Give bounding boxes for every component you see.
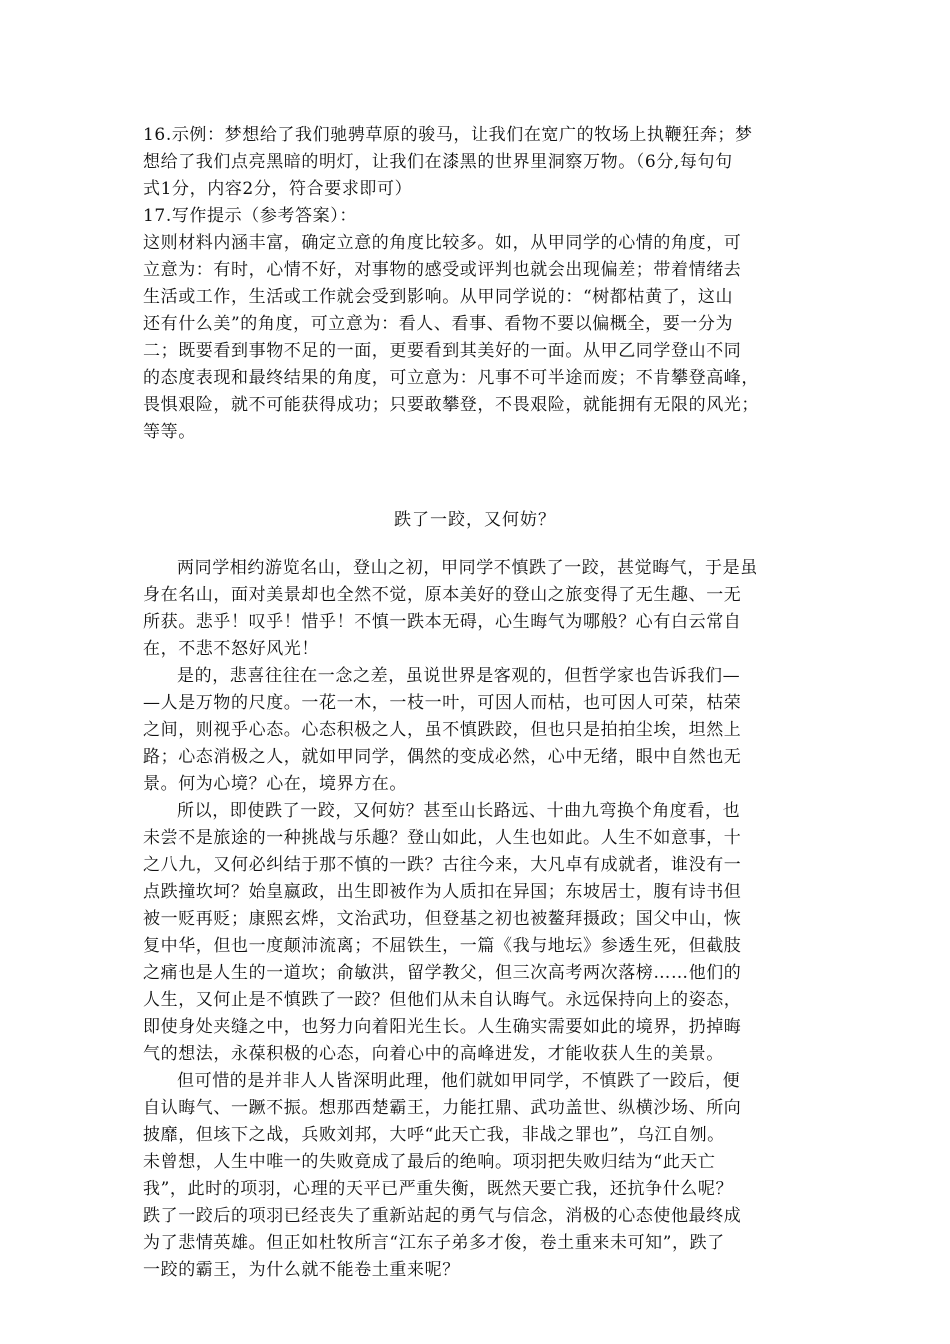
essay-line: 自认晦气、一蹶不振。想那西楚霸王，力能扛鼎、武功盖世、纵横沙场、所向 (143, 1098, 742, 1118)
essay-line: 之间，则视乎心态。心态积极之人，虽不慎跌跤，但也只是拍拍尘埃，坦然上 (143, 720, 742, 740)
essay-paragraph-2 (143, 663, 807, 798)
essay-line: 点跌撞坎坷？始皇嬴政，出生即被作为人质扣在异国；东坡居士，腹有诗书但 (143, 882, 742, 902)
answer-16-line: 16.示例：梦想给了我们驰骋草原的骏马，让我们在宽广的牧场上执鞭狂奔；梦 (143, 125, 753, 145)
essay-line: 气的想法，永葆积极的心态，向着心中的高峰进发，才能收获人生的美景。 (143, 1044, 724, 1064)
answer-16-line: 式1分，内容2分，符合要求即可） (143, 179, 413, 199)
essay-line: —人是万物的尺度。一花一木，一枝一叶，可因人而枯，也可因人可荣，枯荣 (143, 693, 742, 713)
answer-17-heading: 17.写作提示（参考答案）： (143, 206, 357, 226)
answer-17-line: 立意为：有时，心情不好，对事物的感受或评判也就会出现偏差；带着情绪去 (143, 260, 742, 280)
answer-17-line: 生活或工作，生活或工作就会受到影响。从甲同学说的：“树都枯黄了，这山 (143, 287, 734, 307)
essay-line: 为了悲情英雄。但正如杜牧所言“江东子弟多才俊，卷土重来未可知”，跌了 (143, 1233, 725, 1253)
essay-line: 人生，又何止是不慎跌了一跤？但他们从未自认晦气。永远保持向上的姿态， (143, 990, 742, 1010)
essay-line: 但可惜的是并非人人皆深明此理，他们就如甲同学，不慎跌了一跤后，便 (177, 1071, 741, 1091)
essay-paragraph-1 (143, 555, 807, 663)
essay-line: 披靡，但垓下之战，兵败刘邦，大呼“此天亡我，非战之罪也”，乌江自刎。 (143, 1125, 725, 1145)
essay-line: 景。何为心境？心在，境界方在。 (143, 774, 407, 794)
essay-line: 复中华，但也一度颠沛流离；不屈铁生，一篇《我与地坛》参透生死，但截肢 (143, 936, 742, 956)
answer-17-line: 等等。 (143, 422, 196, 442)
essay-line: 两同学相约游览名山，登山之初，甲同学不慎跌了一跤，甚觉晦气，于是虽 (177, 558, 758, 578)
answer-17-block (143, 203, 807, 446)
essay-line: 未曾想，人生中唯一的失败竟成了最后的绝响。项羽把失败归结为“此天亡 (143, 1152, 716, 1172)
answer-17-line: 还有什么美”的角度，可立意为：看人、看事、看物不要以偏概全，要一分为 (143, 314, 734, 334)
essay-line: 之八九，又何必纠结于那不慎的一跌？古往今来，大凡卓有成就者，谁没有一 (143, 855, 742, 875)
answer-17-line: 这则材料内涵丰富，确定立意的角度比较多。如，从甲同学的心情的角度，可 (143, 233, 742, 253)
document-page (143, 122, 807, 1284)
essay-line: 所以，即使跌了一跤，又何妨？甚至山长路远、十曲九弯换个角度看，也 (177, 801, 741, 821)
answer-17-line: 的态度表现和最终结果的角度，可立意为：凡事不可半途而废；不肯攀登高峰， (143, 368, 759, 388)
essay-line: 路；心态消极之人，就如甲同学，偶然的变成必然，心中无绪，眼中自然也无 (143, 747, 742, 767)
essay-line: 即使身处夹缝之中，也努力向着阳光生长。人生确实需要如此的境界，扔掉晦 (143, 1017, 742, 1037)
answer-16-line: 想给了我们点亮黑暗的明灯，让我们在漆黑的世界里洞察万物。（6分,每句句 (143, 152, 733, 172)
answer-17-line: 二；既要看到事物不足的一面，更要看到其美好的一面。从甲乙同学登山不同 (143, 341, 742, 361)
essay-line: 一跤的霸王，为什么就不能卷土重来呢？ (143, 1260, 460, 1280)
essay-line: 身在名山，面对美景却也全然不觉，原本美好的登山之旅变得了无生趣、一无 (143, 585, 742, 605)
essay-line: 我”，此时的项羽，心理的天平已严重失衡，既然天要亡我，还抗争什么呢？ (143, 1179, 734, 1199)
essay-title: 跌了一跤，又何妨？ (394, 510, 556, 530)
essay-line: 之痛也是人生的一道坎；俞敏洪，留学教父，但三次高考两次落榜……他们的 (143, 963, 742, 983)
essay-paragraph-4 (143, 1068, 807, 1284)
answer-16-block (143, 122, 807, 203)
essay-line: 所获。悲乎！叹乎！惜乎！不慎一跌本无碍，心生晦气为哪般？心有白云常自 (143, 612, 742, 632)
essay-line: 被一贬再贬；康熙玄烨，文治武功，但登基之初也被鳌拜摄政；国父中山，恢 (143, 909, 742, 929)
essay-line: 在，不悲不怒好风光！ (143, 639, 319, 659)
essay-paragraph-3 (143, 798, 807, 1068)
answer-17-line: 畏惧艰险，就不可能获得成功；只要敢攀登，不畏艰险，就能拥有无限的风光； (143, 395, 759, 415)
essay-line: 未尝不是旅途的一种挑战与乐趣？登山如此，人生也如此。人生不如意事，十 (143, 828, 742, 848)
essay-line: 跌了一跤后的项羽已经丧失了重新站起的勇气与信念，消极的心态使他最终成 (143, 1206, 742, 1226)
essay-line: 是的，悲喜往往在一念之差，虽说世界是客观的，但哲学家也告诉我们— (177, 666, 741, 686)
